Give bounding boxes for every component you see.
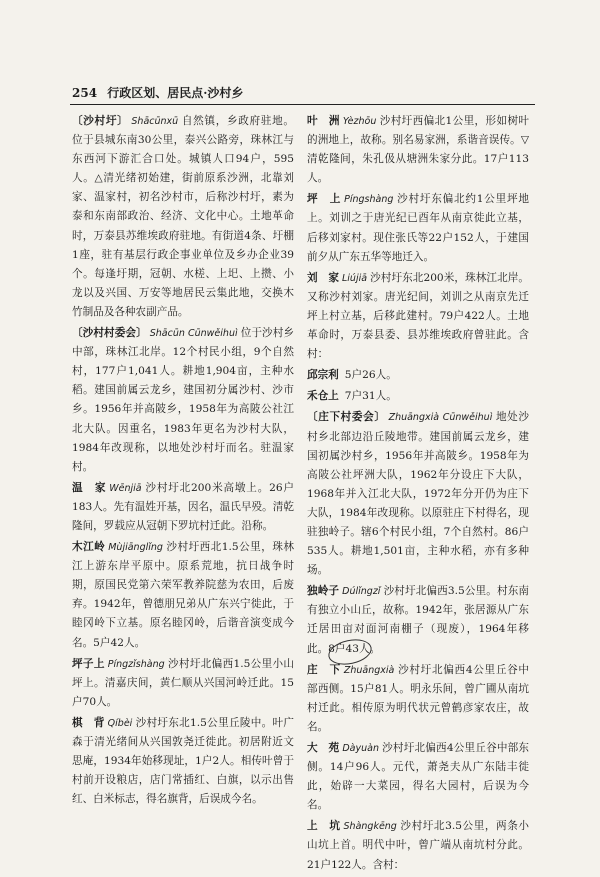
- entry-headword: 木江岭: [72, 541, 106, 554]
- gazetteer-entry: [307, 408, 529, 580]
- entry-pinyin: Dàyuàn: [342, 743, 379, 754]
- entry-headword: 叶 洲: [307, 115, 340, 127]
- running-title: 行政区划、居民点·沙村乡: [107, 86, 244, 100]
- gazetteer-entry: [307, 269, 529, 364]
- entry-text: 5户26人。: [344, 369, 397, 382]
- entry-pinyin: Mùjiānglǐng: [108, 542, 163, 554]
- entry-headword: 〔沙村圩〕: [72, 115, 129, 127]
- entry-pinyin: Zhuāngxià Cūnwěihuì: [388, 412, 493, 424]
- entry-pinyin: Qíbèi: [107, 717, 133, 729]
- entry-headword: 刘 家: [307, 271, 339, 284]
- entry-text: 沙村圩东北1.5公里丘陵中。叶广森于清光绪间从兴国敦尧迁徙此。初居附近文思庵，1934年始移现址，1户2人。相传叶曾于村前开设粮店，店门常插红、白旗，以示出售红、白米标志，得名旗背，后误成今名。: [72, 716, 294, 806]
- gazetteer-entry: [72, 538, 294, 653]
- entry-headword: 大 苑: [307, 742, 340, 754]
- entry-text: 沙村圩北3.5公里，两条小山坑上首。明代中叶，曾广端从南坑村分此。21户122人。含村：: [307, 820, 529, 871]
- entry-pinyin: Zhuāngxià: [343, 664, 395, 676]
- page-header: [72, 84, 243, 101]
- header-rule: [70, 104, 535, 105]
- gazetteer-entry: [307, 661, 529, 737]
- entry-headword: 〔庄下村委会〕: [307, 411, 386, 424]
- entry-text: 沙村圩北偏西3.5公里。村东南有独立小山丘，故称。1942年，张居源从广东迁居田亩对面河南棚子（现废），1964年移此。8户43人。: [307, 585, 529, 655]
- gazetteer-entry: [307, 112, 529, 188]
- entry-headword: 庄 下: [307, 663, 341, 676]
- entry-headword: 〔沙村村委会〕: [72, 327, 147, 340]
- gazetteer-entry: [72, 655, 294, 712]
- entry-pinyin: Dúlǐngzǐ: [342, 586, 381, 598]
- entry-text: 沙村圩北偏西4公里丘谷中部西侧。15户81人。明永乐间，曾广圃从南坑村迁此。相传原为明代状元曾鹤彦家农庄，故名。: [307, 663, 529, 733]
- gazetteer-entry: [307, 366, 529, 385]
- gazetteer-entry: [307, 817, 529, 874]
- entry-text: 7户31人。: [344, 390, 397, 403]
- page-number: 254: [72, 86, 98, 100]
- gazetteer-entry: [72, 112, 294, 322]
- entry-text: 沙村圩西北1.5公里，珠林江上游东岸平原中。原系荒地，抗日战争时期，原国民党第六荣军教养院慈为农田，后废弃。1942年，曾德朋兄弟从广东兴宁徙此，于睦冈岭下立基。原名睦冈岭，后谐音演变成今名。5户42人。: [72, 541, 295, 649]
- gazetteer-entry: [307, 387, 529, 406]
- entry-text: 地处沙村乡北部边沿丘陵地带。建国前属云龙乡，建国初属沙村乡，1956年并高陂乡。1958年为高陂公社坪洲大队，1962年分设庄下大队，1968年并入江北大队，1972年分开仍为庄下大队，1984年改现称。以原驻庄下村得名，现驻独岭子。辖6个村民小组，7个自然村。86户535人。耕地1,501亩，主种水稻，亦有多种场。: [307, 411, 529, 577]
- entry-text: 沙村圩北偏西4公里丘谷中部东侧。14户96人。元代，萧尧夫从广东陆丰徙此，始辟一大菜园，得名大园村，后误为今名。: [307, 742, 529, 812]
- entry-headword: 禾仓上: [307, 390, 339, 403]
- entry-headword: 坪子上: [72, 657, 105, 670]
- entry-text: 沙村圩西偏北1公里，形如树叶的洲地上，故称。别名易家洲，系谐音误传。▽清乾隆间，朱孔伋从塘洲朱家分此。17户113人。: [307, 115, 530, 185]
- entry-headword: 坪 上: [307, 193, 342, 206]
- entry-text: 沙村圩东偏北约1公里坪地上。刘训之于唐光纪已酉年从南京徙此立基，后移刘家村。现住张氏等22户152人，于建国前夕从广东五华等地迁入。: [307, 193, 529, 263]
- entry-pinyin: Shācūnxū: [131, 116, 179, 127]
- entry-pinyin: Liújiā: [342, 272, 368, 284]
- entry-text: 沙村圩北200米高墩上。26户183人。先有温姓开基，因名，温氏早殁。清乾隆间，罗载应从冠朝下罗坑村迁此。沿称。: [72, 481, 295, 532]
- entry-pinyin: Shàngkēng: [343, 821, 397, 833]
- entry-text: 位于沙村乡中部，珠林江北岸。12个村民小组，9个自然村，177户1,041人。耕地1,904亩，主种水稻。建国前属云龙乡，建国初分属沙村、沙市乡。1956年并高陂乡，1958年为高陂公社江北大队。因重名，1983年更名为沙村大队，1984年改现称，以地处沙村圩而名。驻温家村。: [72, 327, 294, 473]
- gazetteer-entry: [307, 739, 529, 815]
- entry-pinyin: Píngshàng: [344, 194, 394, 206]
- gazetteer-entry: [307, 190, 529, 266]
- entry-text: 沙村圩东北200米，珠林江北岸。又称沙村刘家。唐光纪间，刘训之从南京先迁坪上村立基，后移此建村。79户422人。土地革命时，万泰县委、县苏维埃政府曾驻此。含村：: [307, 271, 529, 361]
- gazetteer-entry: [72, 714, 294, 809]
- entry-headword: 棋 背: [72, 716, 105, 729]
- entry-headword: 上 坑: [307, 820, 341, 833]
- entry-headword: 温 家: [72, 481, 107, 494]
- left-column: [72, 112, 294, 811]
- entry-pinyin: Píngzǐshàng: [107, 658, 165, 670]
- entry-pinyin: Yèzhōu: [342, 116, 377, 127]
- entry-pinyin: Wēnjiā: [109, 482, 142, 494]
- entry-headword: 独岭子: [307, 585, 340, 598]
- gazetteer-entry: [72, 324, 294, 477]
- entry-pinyin: Shācūn Cūnwěihuì: [149, 328, 238, 340]
- gazetteer-entry: [72, 479, 294, 536]
- entry-text: 自然镇，乡政府驻地。位于县城东南30公里，泰兴公路旁，珠林江与东西河下游汇合口处。城镇人口94户，595人。△清光绪初始建，街前原系沙洲，北靠刘家、温家村，初名沙村市，后称沙村圩，素为泰和东南部政治、经济、文化中心。土地革命时，万泰县苏维埃政府驻地。有街道4条、圩棚1座，驻有基层行政企事业单位及乡办企业39个。每逢圩期，冠朝、水槎、上圯、上攒、小龙以及兴国、万安等地居民云集此地，交换木竹制品及各种农副产品。: [72, 115, 294, 318]
- right-column: [307, 112, 529, 877]
- entry-text: 沙村圩北偏西1.5公里小山坪上。清嘉庆间，黄仁顺从兴国河岭迁此。15户70人。: [72, 657, 295, 708]
- entry-headword: 邱宗利: [307, 369, 339, 382]
